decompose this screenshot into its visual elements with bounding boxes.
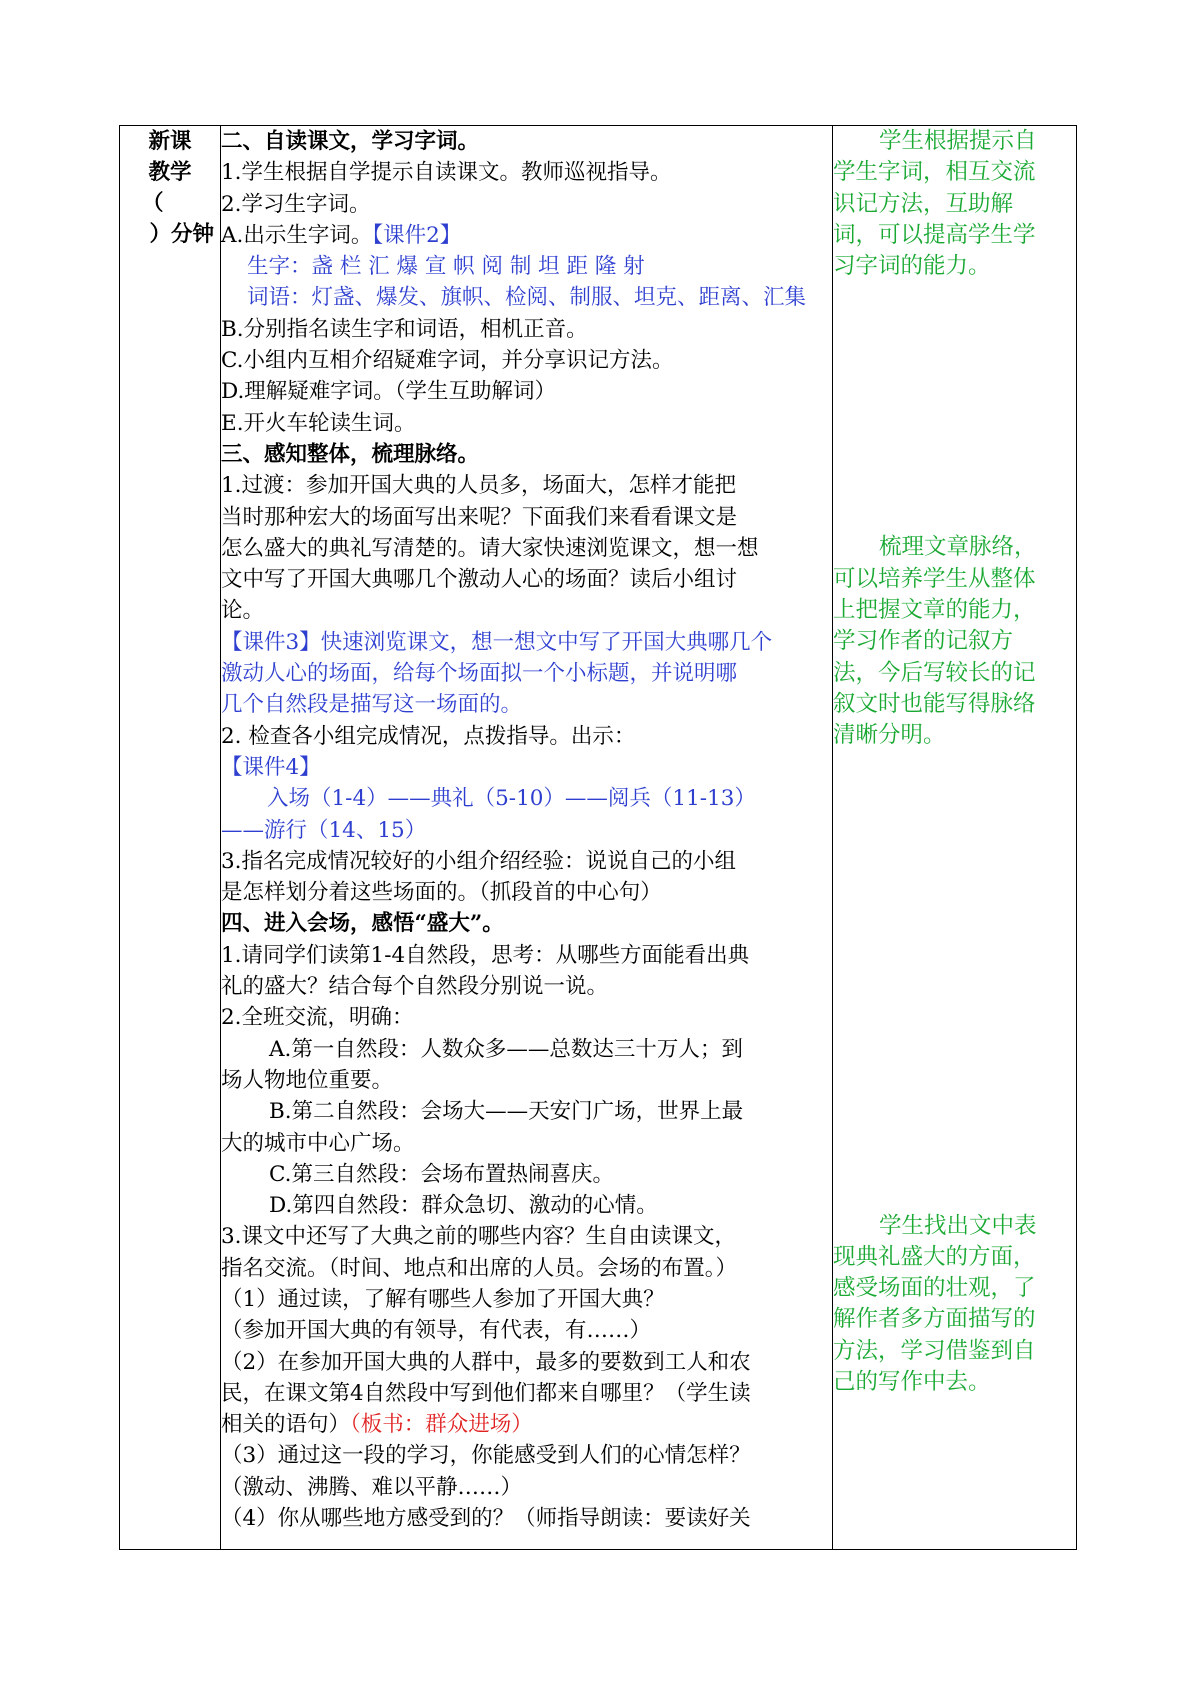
design-note-line: 解作者多方面描写的 <box>833 1306 1036 1333</box>
content-line: 【课件3】快速浏览课文，想一想文中写了开国大典哪几个 <box>221 629 773 655</box>
design-note-line: 学生根据提示自 <box>879 128 1037 154</box>
content-line: 1.学生根据自学提示自读课文。教师巡视指导。 <box>221 160 672 186</box>
content-line: 激动人心的场面，给每个场面拟一个小标题，并说明哪 <box>221 661 738 687</box>
design-note-line: 感受场面的壮观，了 <box>833 1275 1036 1302</box>
design-note-line: 识记方法，互助解 <box>833 190 1014 217</box>
content-line: 入场（1-4）——典礼（5-10）——阅兵（11-13） <box>267 786 756 812</box>
content-line: ——游行（14、15） <box>221 817 427 843</box>
content-line: 词语：灯盏、爆发、旗帜、检阅、制服、坦克、距离、汇集 <box>247 285 807 311</box>
content-line: B.第二自然段：会场大——天安门广场，世界上最 <box>269 1099 744 1125</box>
content-line: 2.学习生字词。 <box>221 191 371 217</box>
lesson-plan-table <box>119 125 1077 1550</box>
content-line: 3.指名完成情况较好的小组介绍经验：说说自己的小组 <box>221 848 737 874</box>
content-line: 2.全班交流，明确： <box>221 1005 414 1031</box>
design-note <box>833 1211 1076 1399</box>
teaching-content-cell <box>221 126 833 1550</box>
content-line: 当时那种宏大的场面写出来呢？下面我们来看看课文是 <box>221 504 738 530</box>
content-line-segment: 相关的语句） <box>221 1412 351 1438</box>
phase-label-line: 新课 <box>148 129 192 154</box>
content-line <box>221 220 832 251</box>
design-note <box>833 532 1076 751</box>
content-line: 大的城市中心广场。 <box>221 1130 415 1156</box>
content-line: （1）通过读，了解有哪些人参加了开国大典？ <box>221 1286 665 1312</box>
design-note-line: 己的写作中去。 <box>833 1369 991 1396</box>
content-line: 3.课文中还写了大典之前的哪些内容？生自由读课文， <box>221 1224 737 1250</box>
section-heading: 三、感知整体，梳理脉络。 <box>221 441 480 467</box>
content-line: 怎么盛大的典礼写清楚的。请大家快速浏览课文，想一想 <box>221 535 759 561</box>
content-line: 1.请同学们读第1-4自然段，思考：从哪些方面能看出典 <box>221 942 750 968</box>
design-note-line: 梳理文章脉络， <box>879 534 1037 561</box>
design-note <box>833 126 1076 282</box>
content-line: （4）你从哪些地方感受到的？（师指导朗读：要读好关 <box>221 1506 751 1532</box>
content-line: 论。 <box>221 598 265 624</box>
phase-label-line: 教学 <box>148 160 192 185</box>
design-note-line: 叙文时也能写得脉络 <box>833 690 1036 717</box>
content-line: 2. 检查各小组完成情况，点拨指导。出示： <box>221 723 636 749</box>
design-note-line: 法，今后写较长的记 <box>833 659 1036 686</box>
content-line: 1.过渡：参加开国大典的人员多，场面大，怎样才能把 <box>221 473 737 499</box>
content-line: （参加开国大典的有领导，有代表，有……） <box>221 1318 652 1344</box>
phase-label-line: ）分钟 <box>149 222 214 247</box>
phase-cell <box>120 126 221 1550</box>
content-line: 礼的盛大？结合每个自然段分别说一说。 <box>221 974 609 1000</box>
design-note-line: 习字词的能力。 <box>833 253 991 280</box>
design-note-line: 现典礼盛大的方面， <box>833 1243 1036 1270</box>
content-line: （激动、沸腾、难以平静……） <box>221 1474 523 1500</box>
content-line: B.分别指名读生字和词语，相机正音。 <box>221 316 588 342</box>
content-line: 文中写了开国大典哪几个激动人心的场面？读后小组讨 <box>221 567 738 593</box>
section-heading: 四、进入会场，感悟“盛大”。 <box>221 911 504 937</box>
content-line: E.开火车轮读生词。 <box>221 410 416 436</box>
table-row <box>120 126 1077 1550</box>
content-line: 是怎样划分着这些场面的。（抓段首的中心句） <box>221 880 662 906</box>
design-note-line: 学生找出文中表 <box>879 1212 1037 1239</box>
content-line: 【课件4】 <box>221 754 321 780</box>
teaching-content <box>221 126 832 1534</box>
design-notes-cell <box>833 126 1077 1550</box>
content-line: 指名交流。（时间、地点和出席的人员。会场的布置。） <box>221 1255 738 1281</box>
design-note-line: 可以培养学生从整体 <box>833 565 1036 592</box>
design-note-line: 清晰分明。 <box>833 722 946 749</box>
content-line-segment: A.出示生字词。 <box>221 222 373 248</box>
content-line: 民，在课文第4自然段中写到他们都来自哪里？（学生读 <box>221 1380 751 1406</box>
design-note-line: 词，可以提高学生学 <box>833 221 1036 248</box>
content-line: 几个自然段是描写这一场面的。 <box>221 692 523 718</box>
content-line-segment: 【课件2】 <box>372 222 462 248</box>
design-note-line: 方法，学习借鉴到自 <box>833 1337 1036 1364</box>
content-line: D.第四自然段：群众急切、激动的心情。 <box>269 1193 658 1219</box>
content-line: D.理解疑难字词。（学生互助解词） <box>221 379 557 405</box>
content-line: C.第三自然段：会场布置热闹喜庆。 <box>269 1161 615 1187</box>
content-line: （3）通过这一段的学习，你能感受到人们的心情怎样？ <box>221 1443 751 1469</box>
content-line: （2）在参加开国大典的人群中，最多的要数到工人和农 <box>221 1349 751 1375</box>
content-line: C.小组内互相介绍疑难字词，并分享识记方法。 <box>221 348 674 374</box>
content-line: 生字：盏 栏 汇 爆 宣 帜 阅 制 坦 距 隆 射 <box>247 254 645 280</box>
design-note-line: 学生字词，相互交流 <box>833 159 1036 186</box>
design-note-line: 上把握文章的能力， <box>833 597 1036 624</box>
content-line <box>221 1409 832 1440</box>
section-heading: 二、自读课文，学习字词。 <box>221 129 480 154</box>
design-note-line: 学习作者的记叙方 <box>833 628 1014 655</box>
content-line: 场人物地位重要。 <box>221 1067 394 1093</box>
phase-label-line: （ <box>142 191 164 216</box>
content-line: A.第一自然段：人数众多——总数达三十万人；到 <box>269 1036 743 1062</box>
content-line-segment: （板书：群众进场） <box>350 1412 533 1438</box>
